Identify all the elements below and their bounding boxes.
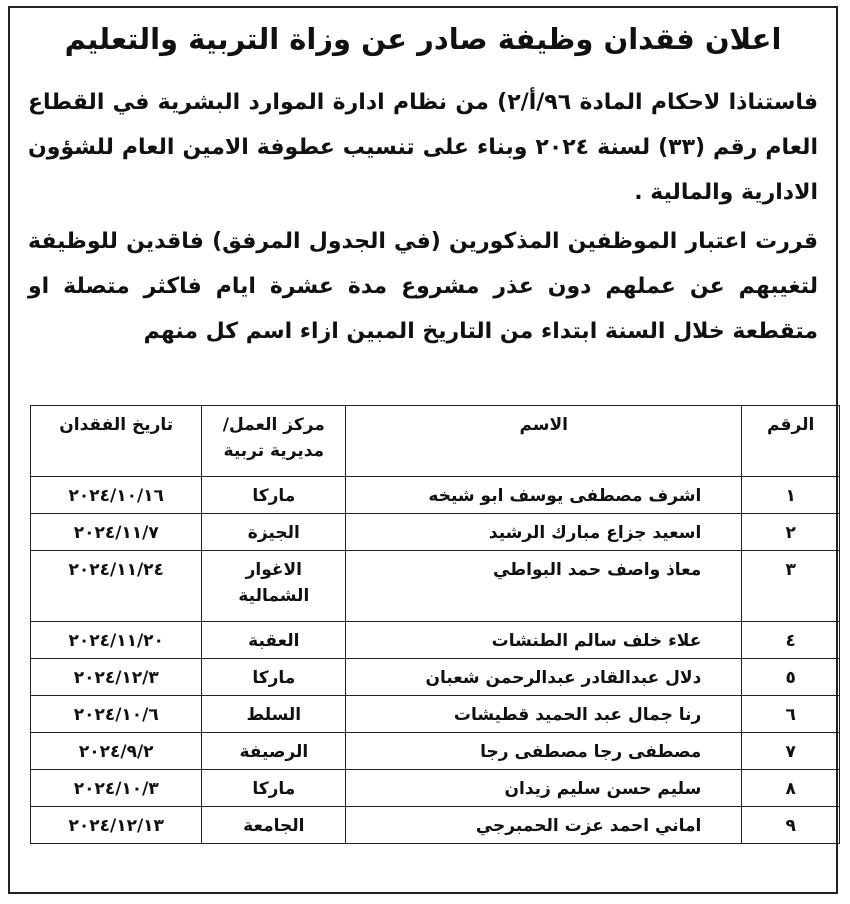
table-row [31, 770, 840, 807]
row-loss-date: ٢٠٢٤/١٠/٦ [31, 696, 202, 733]
announcement-frame [8, 6, 838, 894]
row-work-center: ماركا [202, 770, 346, 807]
row-number: ٦ [742, 696, 840, 733]
header-work-center-line2: مديرية تربية [223, 441, 325, 461]
row-number: ٧ [742, 733, 840, 770]
row-name: سليم حسن سليم زيدان [346, 770, 742, 807]
row-loss-date: ٢٠٢٤/١٠/٣ [31, 770, 202, 807]
row-name: علاء خلف سالم الطنشات [346, 622, 742, 659]
row-name: اسعيد جزاع مبارك الرشيد [346, 514, 742, 551]
announcement-paragraph-2: قررت اعتبار الموظفين المذكورين (في الجدول المرفق) فاقدين للوظيفة لتغيبهم عن عملهم دون عذر مشروع مدة عشرة ايام فاكثر متصلة او متقطعة خلال السنة ابتداء من التاريخ المبين ازاء اسم كل منهم [28, 229, 818, 344]
table-row [31, 733, 840, 770]
row-loss-date: ٢٠٢٤/١٢/١٣ [31, 807, 202, 844]
row-loss-date: ٢٠٢٤/٩/٢ [31, 733, 202, 770]
row-loss-date: ٢٠٢٤/١١/٢٠ [31, 622, 202, 659]
row-number: ١ [742, 477, 840, 514]
row-loss-date: ٢٠٢٤/١٠/١٦ [31, 477, 202, 514]
row-work-center: الاغوار الشمالية [202, 551, 346, 622]
table-row [31, 477, 840, 514]
row-name: اشرف مصطفى يوسف ابو شيخه [346, 477, 742, 514]
row-work-center: الرصيفة [202, 733, 346, 770]
row-loss-date: ٢٠٢٤/١١/٢٤ [31, 551, 202, 622]
row-work-center: السلط [202, 696, 346, 733]
row-name: رنا جمال عبد الحميد قطيشات [346, 696, 742, 733]
row-number: ٣ [742, 551, 840, 622]
header-name: الاسم [346, 406, 742, 477]
row-name: اماني احمد عزت الحمبرجي [346, 807, 742, 844]
table-row [31, 551, 840, 622]
row-name: دلال عبدالقادر عبدالرحمن شعبان [346, 659, 742, 696]
table-row [31, 622, 840, 659]
row-number: ٥ [742, 659, 840, 696]
employees-table [30, 405, 840, 844]
table-row [31, 659, 840, 696]
header-number: الرقم [742, 406, 840, 477]
row-name: مصطفى رجا مصطفى رجا [346, 733, 742, 770]
row-work-center: ماركا [202, 659, 346, 696]
row-work-center: الجامعة [202, 807, 346, 844]
announcement-paragraph-1: فاستناذا لاحكام المادة ٩٦/أ/٢) من نظام ادارة الموارد البشرية في القطاع العام رقم (٣٣) لسنة ٢٠٢٤ وبناء على تنسيب عطوفة الامين العام للشؤون الادارية والمالية . [28, 90, 818, 205]
announcement-title: اعلان فقدان وظيفة صادر عن وزاة التربية والتعليم [64, 22, 782, 56]
row-work-center: ماركا [202, 477, 346, 514]
table-row [31, 696, 840, 733]
row-name: معاذ واصف حمد البواطي [346, 551, 742, 622]
row-work-center: الجيزة [202, 514, 346, 551]
header-work-center-line1: مركز العمل/ [222, 415, 325, 435]
row-work-center: العقبة [202, 622, 346, 659]
row-number: ٩ [742, 807, 840, 844]
table-header-row [31, 406, 840, 477]
row-number: ٤ [742, 622, 840, 659]
row-number: ٢ [742, 514, 840, 551]
row-loss-date: ٢٠٢٤/١٢/٣ [31, 659, 202, 696]
table-row [31, 807, 840, 844]
header-loss-date: تاريخ الفقدان [31, 406, 202, 477]
table-row [31, 514, 840, 551]
row-number: ٨ [742, 770, 840, 807]
row-loss-date: ٢٠٢٤/١١/٧ [31, 514, 202, 551]
header-work-center [202, 406, 346, 477]
